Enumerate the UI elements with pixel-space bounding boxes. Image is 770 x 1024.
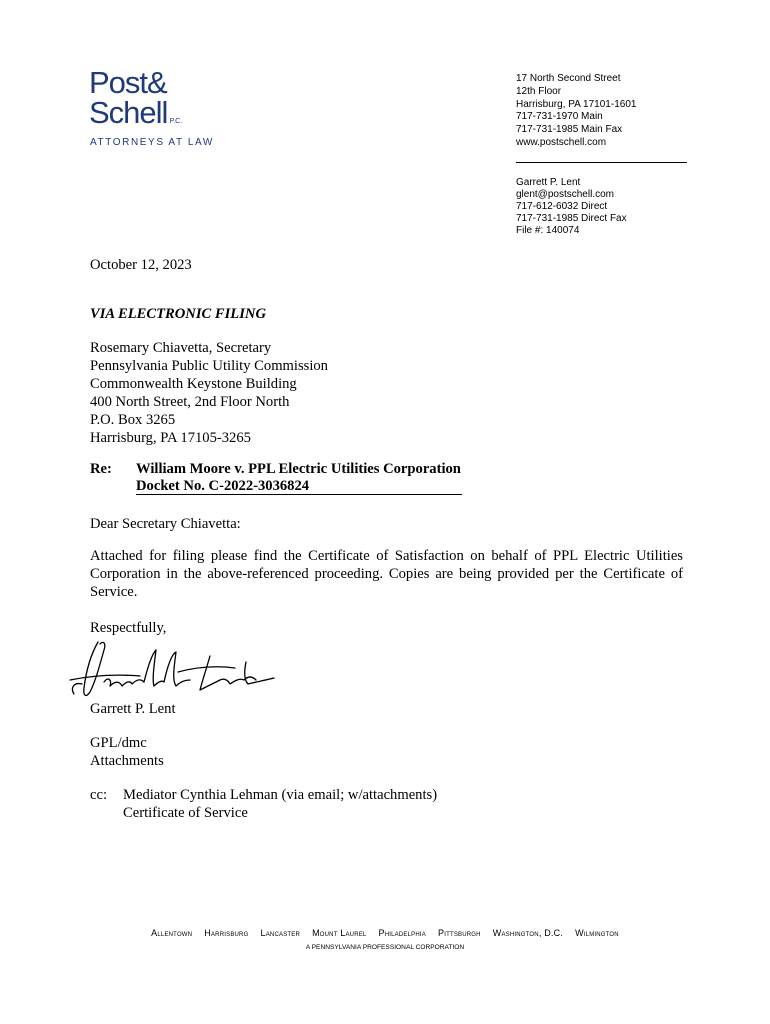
website-link[interactable]: www.postschell.com	[516, 136, 607, 148]
contact-line: 717-731-1985 Direct Fax	[516, 213, 627, 224]
recipient-line: Rosemary Chiavetta, Secretary	[90, 340, 272, 356]
signer-name: Garrett P. Lent	[90, 701, 176, 717]
recipient-line: Commonwealth Keystone Building	[90, 376, 297, 392]
address-line: 717-731-1985 Main Fax	[516, 124, 623, 136]
contact-line: File #: 140074	[516, 225, 580, 236]
initials-block	[90, 734, 164, 770]
recipient-line: Pennsylvania Public Utility Commission	[90, 358, 328, 374]
email-link[interactable]: glent@postschell.com	[516, 189, 614, 200]
corporation-statement: A PENNSYLVANIA PROFESSIONAL CORPORATION	[305, 944, 465, 951]
logo-tagline: ATTORNEYS AT LAW	[90, 137, 214, 148]
recipient-line: P.O. Box 3265	[90, 412, 176, 428]
office-item: Mount Laurel	[312, 928, 367, 938]
office-item: Allentown	[151, 928, 193, 938]
attachments-line: Attachments	[90, 753, 164, 769]
office-item: Pittsburgh	[438, 928, 481, 938]
delivery-method: VIA ELECTRONIC FILING	[90, 306, 266, 322]
firm-address	[516, 73, 636, 150]
initials-line: GPL/dmc	[90, 735, 147, 751]
logo-pc: P.C.	[169, 118, 183, 125]
office-item: Lancaster	[260, 928, 300, 938]
recipient-address	[90, 339, 328, 447]
re-label: Re:	[90, 461, 112, 477]
body-paragraph: Attached for filing please find the Certificate of Satisfaction on behalf of PPL Electric Utilities Corporation in the above-referenced proceeding. Copies are being provided per the Certificate of Service.	[90, 548, 683, 600]
recipient-line: Harrisburg, PA 17105-3265	[90, 430, 251, 446]
office-item: Washington, D.C.	[492, 928, 564, 938]
contact-line: Garrett P. Lent	[516, 177, 581, 188]
office-item: Harrisburg	[204, 928, 249, 938]
office-item: Philadelphia	[378, 928, 426, 938]
office-locations	[0, 928, 770, 938]
logo-line-schell	[89, 95, 183, 137]
firm-logo	[89, 65, 219, 158]
logo-schell-text: Schell	[89, 95, 168, 130]
address-line: 717-731-1970 Main	[516, 111, 603, 123]
attorney-contact	[516, 177, 627, 237]
logo-line-post: Post&	[89, 65, 167, 100]
recipient-line: 400 North Street, 2nd Floor North	[90, 394, 290, 410]
signature	[60, 636, 285, 706]
cc-label: cc:	[90, 787, 108, 803]
docket-number: Docket No. C-2022-3036824	[136, 478, 462, 495]
contact-line: 717-612-6032 Direct	[516, 201, 608, 212]
cc-item: Mediator Cynthia Lehman (via email; w/attachments)	[123, 787, 438, 803]
address-line: 12th Floor	[516, 85, 562, 97]
letter-date: October 12, 2023	[90, 257, 192, 273]
cc-item: Certificate of Service	[123, 805, 248, 821]
closing: Respectfully,	[90, 620, 167, 636]
address-line: 17 North Second Street	[516, 73, 621, 84]
address-divider	[516, 162, 687, 163]
office-item: Wilmington	[575, 928, 619, 938]
re-title: William Moore v. PPL Electric Utilities Corporation	[136, 461, 461, 477]
cc-list	[123, 786, 437, 822]
address-line: Harrisburg, PA 17101-1601	[516, 98, 637, 110]
salutation: Dear Secretary Chiavetta:	[90, 516, 241, 532]
